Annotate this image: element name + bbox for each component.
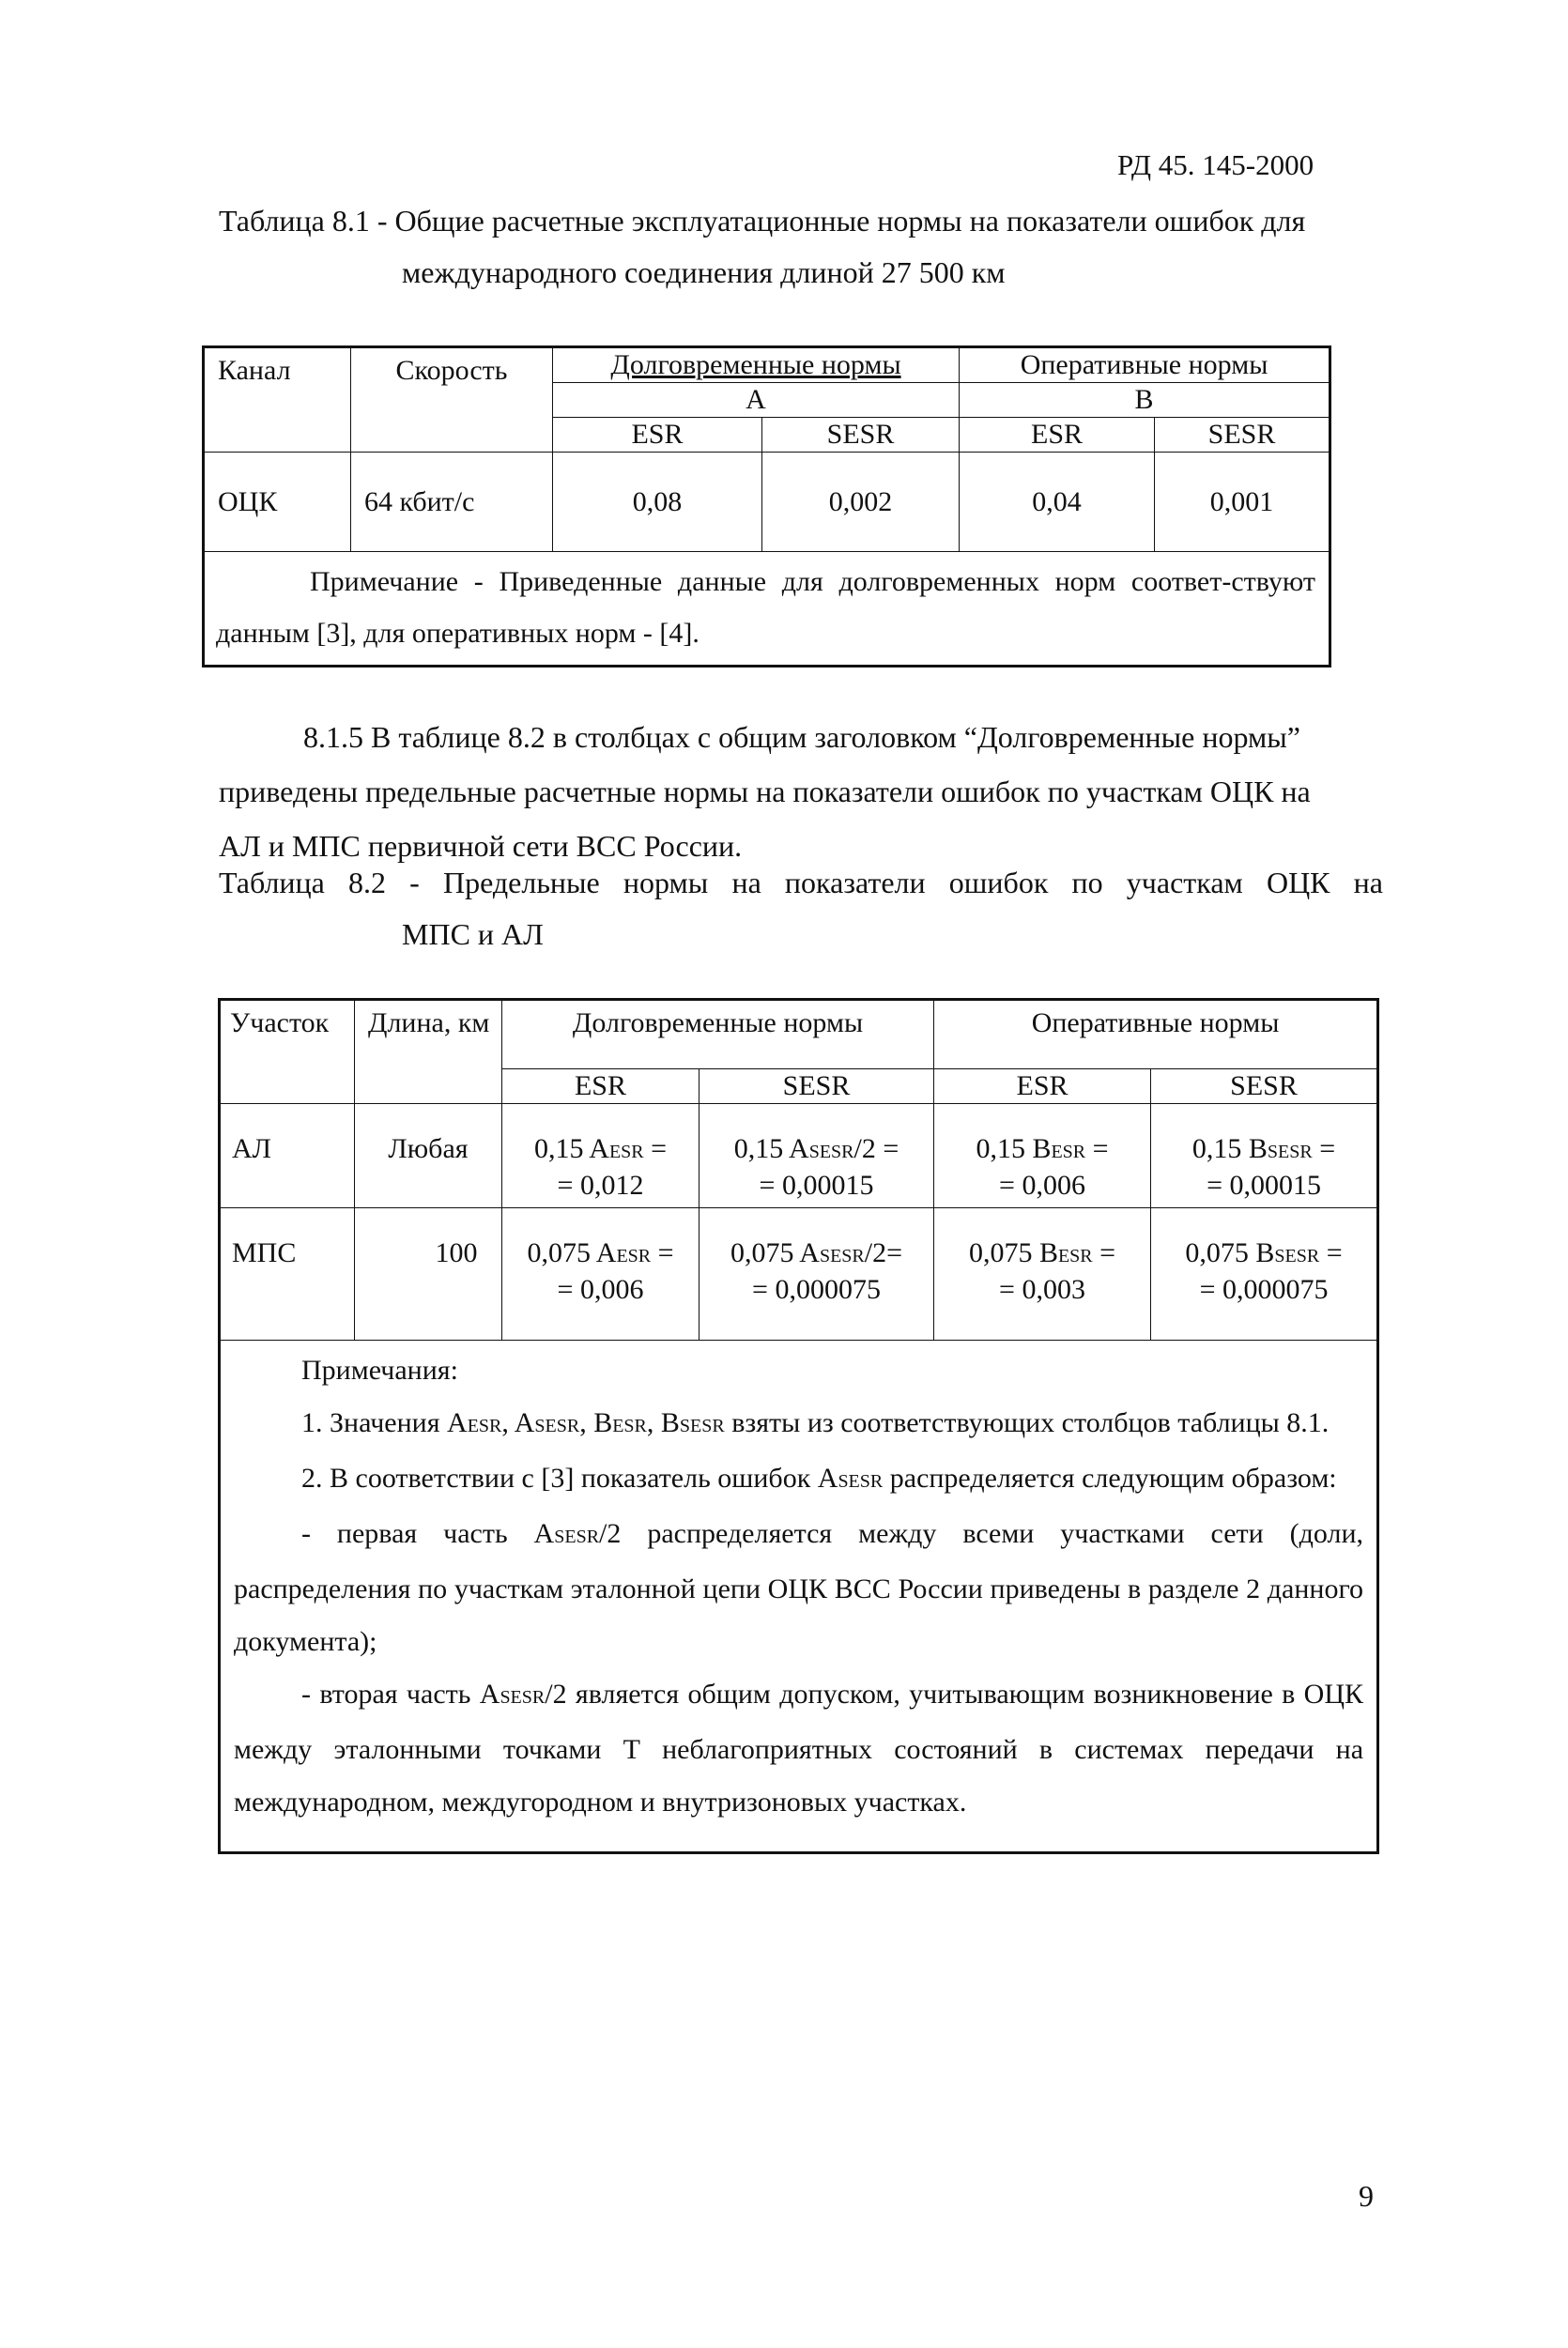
note-3: - первая часть ASESR/2 распределяется между всеми участками сети (доли, распределения по участкам эталонной цепи ОЦК ВСС России приведены в разделе 2 данного документа); (234, 1518, 1364, 1657)
cell-speed: 64 кбит/с (351, 453, 553, 552)
header-length: Длина, км (355, 1000, 502, 1104)
table-8-2-notes (220, 1341, 1378, 1853)
cell-esr-b: 0,15 BESR = = 0,006 (934, 1104, 1151, 1208)
cell-esr-b: 0,075 BESR = = 0,003 (934, 1208, 1151, 1341)
cell-length: 100 (355, 1208, 502, 1341)
header-long-term: Долговременные нормы (553, 347, 960, 383)
cell-esr-a: 0,075 AESR = = 0,006 (502, 1208, 699, 1341)
header-operational: Оперативные нормы (960, 347, 1330, 383)
cell-channel: ОЦК (204, 453, 351, 552)
header-sesr-a: SESR (699, 1069, 934, 1104)
table-8-1-caption-cont: международного соединения длиной 27 500 км (402, 255, 1006, 289)
cell-sesr-b: 0,075 BSESR = = 0,000075 (1151, 1208, 1378, 1341)
table-row (220, 1208, 1378, 1341)
cell-esr-b: 0,04 (960, 453, 1155, 552)
note-2: 2. В соответствии с [3] показатель ошибок ASESR распределяется следующим образом: (301, 1463, 1337, 1494)
header-sesr-a: SESR (762, 418, 960, 453)
header-speed: Скорость (351, 347, 553, 453)
cell-sesr-b: 0,001 (1155, 453, 1330, 552)
header-section: Участок (220, 1000, 355, 1104)
header-channel: Канал (204, 347, 351, 453)
page-number: 9 (1359, 2179, 1374, 2213)
table-8-1 (202, 345, 1331, 668)
document-code: РД 45. 145-2000 (1117, 148, 1314, 181)
table-8-1-caption: Таблица 8.1 - Общие расчетные эксплуатационные нормы на показатели ошибок для (219, 204, 1306, 238)
note-4: - вторая часть ASESR/2 является общим допуском, учитывающим возникновение в ОЦК между эталонными точками Т неблагоприятных состояний в системах передачи на международном, междугородном и внутризоновых участках. (234, 1679, 1364, 1818)
paragraph-8-1-5-line-1: 8.1.5 В таблице 8.2 в столбцах с общим заголовком “Долговременные нормы” (303, 720, 1300, 754)
table-row (204, 453, 1330, 552)
cell-esr-a: 0,15 AESR = = 0,012 (502, 1104, 699, 1208)
cell-esr-a: 0,08 (553, 453, 762, 552)
cell-section: АЛ (220, 1104, 355, 1208)
table-row (220, 1104, 1378, 1208)
header-esr-b: ESR (934, 1069, 1151, 1104)
cell-sesr-b: 0,15 BSESR = = 0,00015 (1151, 1104, 1378, 1208)
table-8-2-caption-cont: МПС и АЛ (402, 917, 544, 951)
note-1: 1. Значения AESR, ASESR, BESR, BSESR взяты из соответствующих столбцов таблицы 8.1. (301, 1407, 1330, 1438)
header-sesr-b: SESR (1151, 1069, 1378, 1104)
paragraph-8-1-5-line-3: АЛ и МПС первичной сети ВСС России. (219, 829, 743, 863)
header-b: B (960, 383, 1330, 418)
header-esr-b: ESR (960, 418, 1155, 453)
header-a: A (553, 383, 960, 418)
header-long-term: Долговременные нормы (502, 1000, 934, 1069)
header-sesr-b: SESR (1155, 418, 1330, 453)
cell-sesr-a: 0,075 ASESR/2= = 0,000075 (699, 1208, 934, 1341)
header-esr-a: ESR (502, 1069, 699, 1104)
table-8-1-note: Примечание - Приведенные данные для долговременных норм соответ-ствуют данным [3], для оперативных норм - [4]. (204, 552, 1330, 667)
cell-section: МПС (220, 1208, 355, 1341)
table-8-2 (218, 998, 1379, 1854)
header-esr-a: ESR (553, 418, 762, 453)
table-8-2-caption: Таблица 8.2 - Предельные нормы на показатели ошибок по участкам ОЦК на (219, 866, 1383, 899)
header-operational: Оперативные нормы (934, 1000, 1378, 1069)
cell-sesr-a: 0,002 (762, 453, 960, 552)
cell-sesr-a: 0,15 ASESR/2 = = 0,00015 (699, 1104, 934, 1208)
cell-length: Любая (355, 1104, 502, 1208)
notes-title: Примечания: (301, 1355, 458, 1386)
paragraph-8-1-5-line-2: приведены предельные расчетные нормы на показатели ошибок по участкам ОЦК на (219, 775, 1311, 808)
